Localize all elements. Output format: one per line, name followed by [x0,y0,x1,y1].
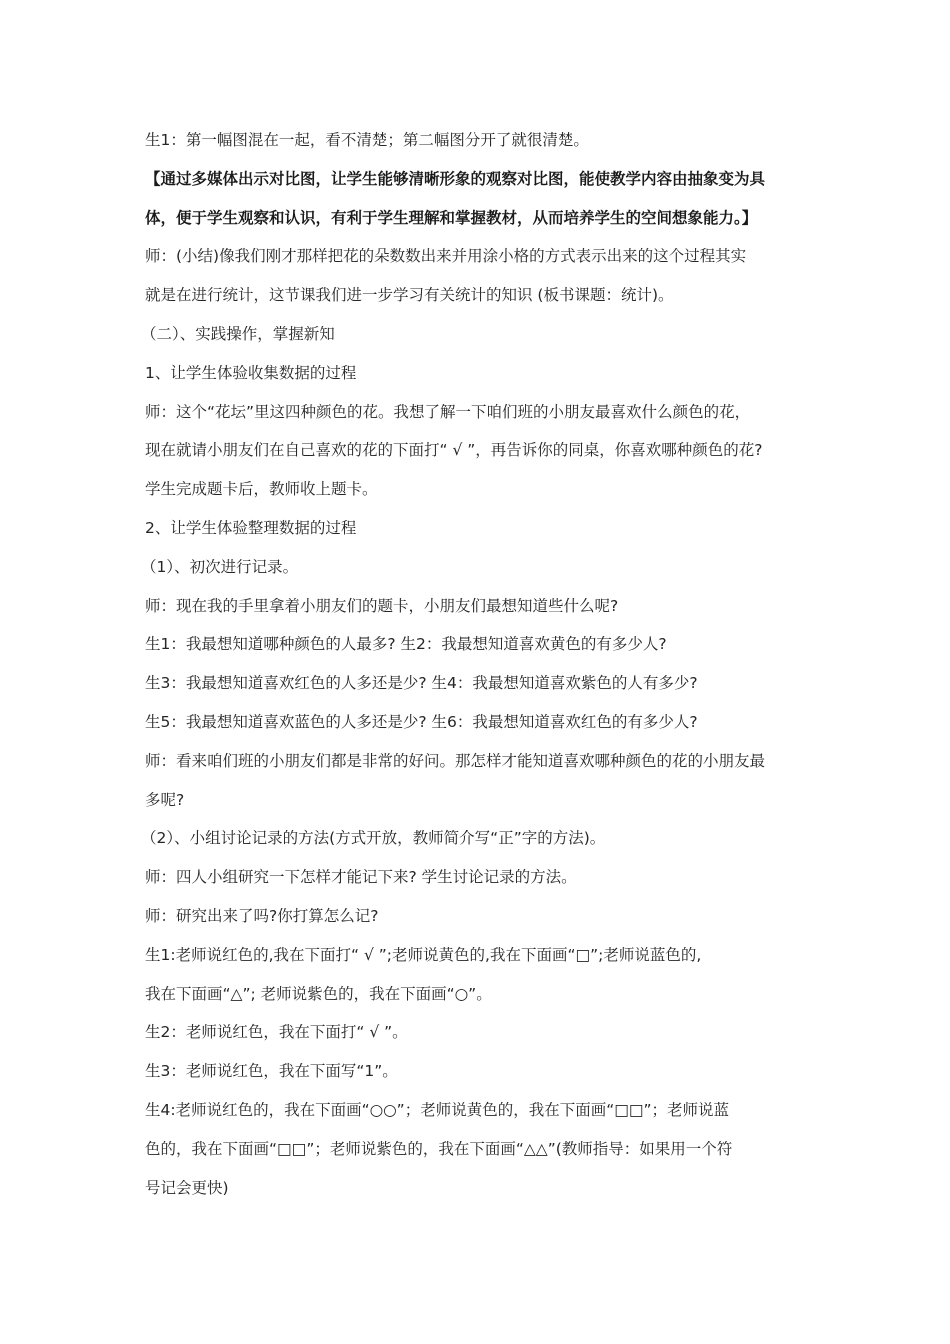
text-line: 生1：我最想知道哪种颜色的人最多? 生2：我最想知道喜欢黄色的有多少人? [145,635,667,654]
text-line: 号记会更快) [145,1178,229,1197]
text-line: 师：研究出来了吗?你打算怎么记? [145,906,379,925]
text-line-bold: 【通过多媒体出示对比图，让学生能够清晰形象的观察对比图，能使教学内容由抽象变为具 [145,169,766,188]
text-line: 师：现在我的手里拿着小朋友们的题卡，小朋友们最想知道些什么呢? [145,596,619,615]
subsection-heading: 1、让学生体验收集数据的过程 [145,363,357,382]
section-heading: （二）、实践操作，掌握新知 [141,324,335,343]
text-line: 多呢? [145,790,185,809]
text-line: 生1:老师说红色的,我在下面打“ √ ”;老师说黄色的,我在下面画“□”;老师说蓝色的, [145,945,702,964]
text-line: 学生完成题卡后，教师收上题卡。 [145,480,378,499]
subsection-heading: 2、让学生体验整理数据的过程 [145,518,357,537]
text-line: 我在下面画“△”; 老师说紫色的，我在下面画“○”。 [145,984,492,1003]
text-line: 现在就请小朋友们在自己喜欢的花的下面打“ √ ”，再告诉你的同桌，你喜欢哪种颜色的花? [145,441,763,460]
document-body [141,121,815,1207]
text-line: 生1：第一幅图混在一起，看不清楚；第二幅图分开了就很清楚。 [145,131,589,149]
step-heading: （2）、小组讨论记录的方法(方式开放，教师简介写“正”字的方法)。 [141,829,606,848]
text-line: 生3：老师说红色，我在下面写“1”。 [145,1062,398,1081]
text-line: 就是在进行统计，这节课我们进一步学习有关统计的知识 (板书课题：统计)。 [145,286,674,305]
text-line: 生3：我最想知道喜欢红色的人多还是少? 生4：我最想知道喜欢紫色的人有多少? [145,674,698,693]
text-line: 师：四人小组研究一下怎样才能记下来? 学生讨论记录的方法。 [145,868,577,887]
text-line: 师：这个“花坛”里这四种颜色的花。我想了解一下咱们班的小朋友最喜欢什么颜色的花， [145,402,751,421]
text-line: 师：(小结)像我们刚才那样把花的朵数数出来并用涂小格的方式表示出来的这个过程其实 [145,247,747,266]
text-line: 生5：我最想知道喜欢蓝色的人多还是少? 生6：我最想知道喜欢红色的有多少人? [145,712,698,731]
text-line: 师：看来咱们班的小朋友们都是非常的好问。那怎样才能知道喜欢哪种颜色的花的小朋友最 [145,751,766,770]
text-line-bold: 体，便于学生观察和认识，有利于学生理解和掌握教材，从而培养学生的空间想象能力。】 [145,208,758,227]
step-heading: （1）、初次进行记录。 [141,557,299,576]
text-line: 生2：老师说红色，我在下面打“ √ ”。 [145,1023,408,1042]
text-line: 色的，我在下面画“□□”；老师说紫色的，我在下面画“△△”(教师指导：如果用一个符 [145,1139,733,1158]
text-line: 生4:老师说红色的，我在下面画“○○”；老师说黄色的，我在下面画“□□”；老师说蓝 [145,1100,730,1119]
